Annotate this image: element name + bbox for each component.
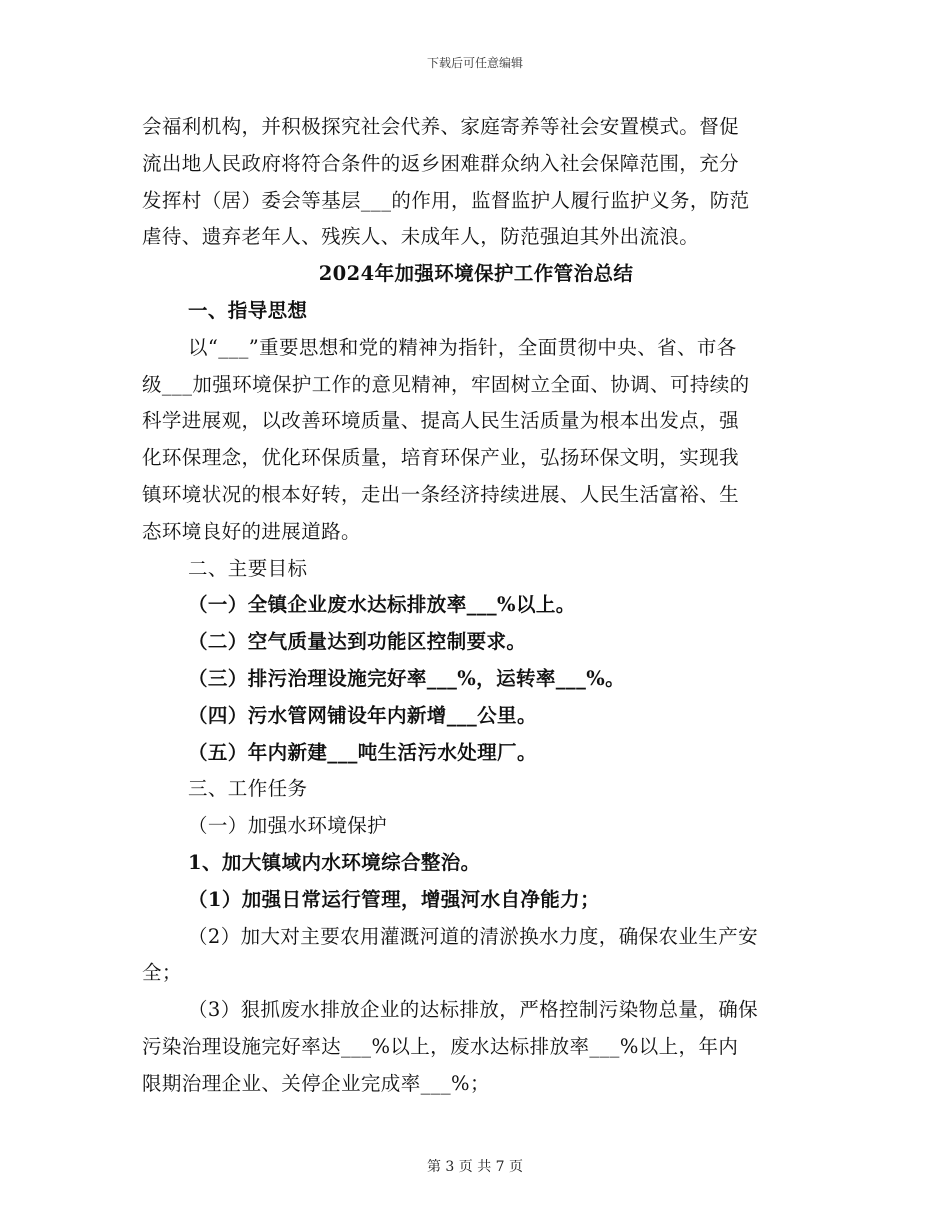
text-line: 会福利机构，并积极探究社会代养、家庭寄养等社会安置模式。督促 bbox=[142, 115, 740, 138]
text-line: 科学进展观，以改善环境质量、提高人民生活质量为根本出发点，强 bbox=[142, 409, 740, 433]
text-line: 化环保理念，优化环保质量，培育环保产业，弘扬环保文明，实现我 bbox=[142, 446, 740, 470]
text-line: 镇环境状况的根本好转，走出一条经济持续进展、人民生活富裕、生 bbox=[142, 482, 740, 506]
text-line: （2）加大对主要农用灌溉河道的清淤换水力度，确保农业生产安 bbox=[188, 924, 759, 948]
document-body bbox=[142, 109, 810, 1103]
text-line: 一、指导思想 bbox=[188, 298, 308, 322]
text-line: 发挥村（居）委会等基层___的作用，监督监护人履行监护义务，防范 bbox=[142, 188, 750, 212]
text-line: （四）污水管网铺设年内新增___公里。 bbox=[188, 703, 537, 727]
text-line: （三）排污治理设施完好率___%，运转率___%。 bbox=[188, 666, 626, 690]
text-line: 以“___”重要思想和党的精神为指针，全面贯彻中央、省、市各 bbox=[188, 335, 737, 359]
text-line: 级___加强环境保护工作的意见精神，牢固树立全面、协调、可持续的 bbox=[142, 372, 750, 396]
text-line: 流出地人民政府将符合条件的返乡困难群众纳入社会保障范围，充分 bbox=[142, 151, 740, 175]
text-line: （五）年内新建___吨生活污水处理厂。 bbox=[188, 740, 537, 764]
page-footer: 第 3 页 共 7 页 bbox=[426, 1159, 524, 1175]
text-line: （二）空气质量达到功能区控制要求。 bbox=[188, 630, 527, 654]
text-line: （3）狠抓废水排放企业的达标排放，严格控制污染物总量，确保 bbox=[188, 998, 759, 1022]
page-header: 下载后可任意编辑 bbox=[426, 56, 523, 70]
text-line: 三、工作任务 bbox=[188, 777, 308, 801]
text-line: （一）全镇企业废水达标排放率___%以上。 bbox=[188, 593, 576, 617]
text-line: （一）加强水环境保护 bbox=[188, 814, 388, 838]
document-title: 2024年加强环境保护工作管治总结 bbox=[318, 262, 634, 286]
text-line: 二、主要目标 bbox=[188, 556, 308, 580]
text-line: 污染治理设施完好率达___%以上，废水达标排放率___%以上，年内 bbox=[142, 1034, 739, 1058]
text-line: 1、加大镇域内水环境综合整治。 bbox=[188, 850, 481, 874]
text-line: （1）加强日常运行管理，增强河水自净能力； bbox=[188, 887, 600, 911]
text-line: 全； bbox=[142, 961, 182, 985]
text-line: 态环境良好的进展道路。 bbox=[142, 519, 361, 543]
text-line: 限期治理企业、关停企业完成率___%； bbox=[142, 1071, 490, 1095]
text-line: 虐待、遗弃老年人、残疾人、未成年人，防范强迫其外出流浪。 bbox=[142, 225, 700, 249]
